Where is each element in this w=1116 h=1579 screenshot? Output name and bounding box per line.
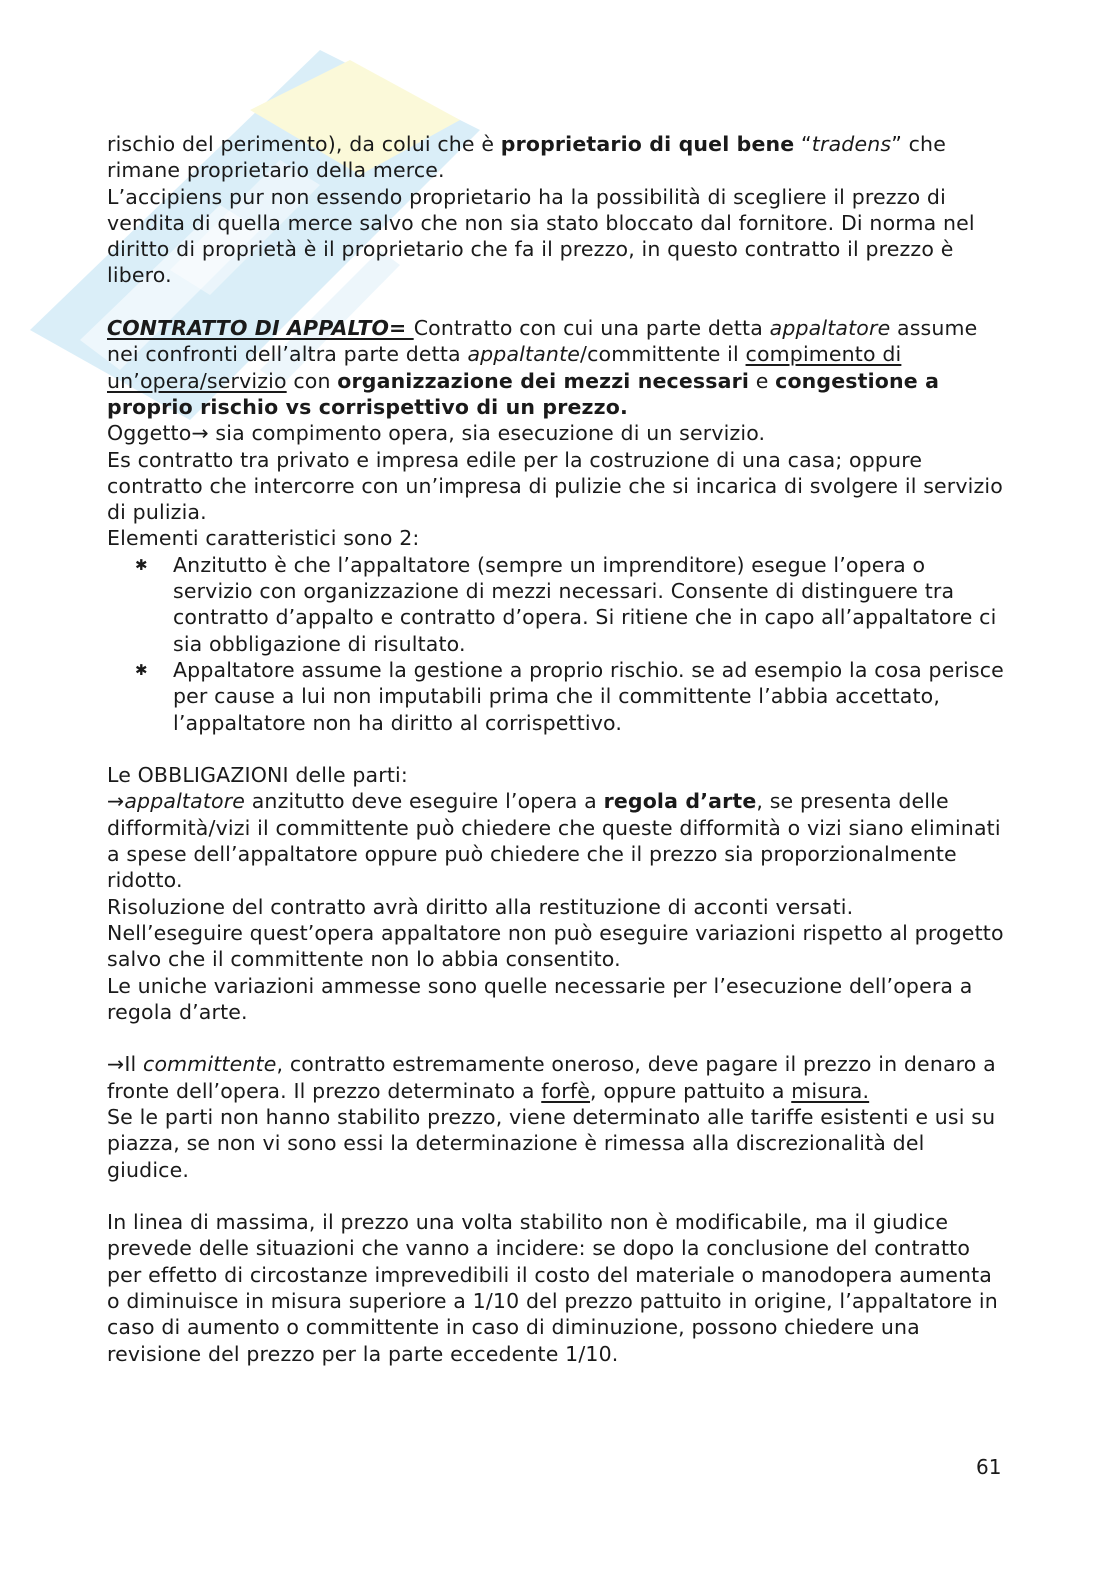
text: Contratto con cui una parte detta bbox=[413, 316, 770, 341]
italic-text: tradens bbox=[811, 132, 892, 156]
spacer bbox=[107, 1183, 1007, 1209]
italic-text: appaltatore bbox=[124, 789, 246, 814]
spacer bbox=[107, 1025, 1007, 1051]
text: anzitutto deve eseguire l’opera a bbox=[245, 789, 604, 814]
bold-text: congestione a proprio rischio vs corrispettivo di un prezzo. bbox=[107, 368, 940, 419]
underlined-text: forfè bbox=[541, 1078, 591, 1103]
text: Il bbox=[124, 1052, 144, 1077]
paragraph-prezzo-non-stabilito: Se le parti non hanno stabilito prezzo, viene determinato alle tariffe esistenti e usi su piazza, se non vi sono essi la determinazione è rimessa alla discrezionalità del giudice. bbox=[107, 1104, 996, 1182]
text: , oppure pattuito a bbox=[590, 1078, 792, 1103]
list-item bbox=[135, 657, 1007, 736]
text: e bbox=[749, 368, 776, 393]
section-title: CONTRATTO DI APPALTO= bbox=[107, 316, 414, 341]
paragraph-elementi: Elementi caratteristici sono 2: bbox=[107, 526, 420, 551]
paragraph-obbligazioni-heading: Le OBBLIGAZIONI delle parti: bbox=[107, 763, 408, 788]
list-item-text: Anzitutto è che l’appaltatore (sempre un imprenditore) esegue l’opera o servizio con organizzazione di mezzi necessari. Consente di distinguere tra contratto d’appalto e contratto d’opera. Si ritiene che in capo all’appaltatore ci sia obbligazione di risultato. bbox=[173, 552, 997, 656]
list-item bbox=[135, 552, 1007, 657]
bold-text: proprietario di quel bene bbox=[500, 132, 795, 156]
paragraph-appaltatore bbox=[107, 788, 1007, 893]
text: con bbox=[286, 368, 338, 393]
text: rischio del perimento), da colui che è bbox=[107, 132, 501, 156]
paragraph-esempio: Es contratto tra privato e impresa edile per la costruzione di una casa; oppure contratto che intercorre con un’impresa di pulizie che si incarica di svolgere il servizio di pulizia. bbox=[107, 447, 1003, 525]
paragraph-variazioni-ammesse: Le uniche variazioni ammesse sono quelle necessarie per l’esecuzione dell’opera a regola d’arte. bbox=[107, 973, 973, 1024]
bullet-list bbox=[107, 552, 1007, 736]
paragraph-1 bbox=[107, 131, 1007, 184]
italic-text: committente bbox=[143, 1052, 277, 1077]
paragraph-revisione-prezzo: In linea di massima, il prezzo una volta stabilito non è modificabile, ma il giudice prevede delle situazioni che vanno a incidere: se dopo la conclusione del contratto per effetto di circostanze imprevedibili il costo del materiale o manodopera aumenta o diminuisce in misura superiore a 1/10 del prezzo pattuito in origine, l’appaltatore in caso di aumento o committente in caso di diminuzione, possono chiedere una revisione del prezzo per la parte eccedente 1/10. bbox=[107, 1210, 998, 1366]
underlined-text: misura. bbox=[791, 1078, 870, 1103]
page-number: 61 bbox=[976, 1455, 1002, 1479]
italic-text: appaltatore bbox=[769, 316, 891, 341]
paragraph-2: L’accipiens pur non essendo proprietario ha la possibilità di scegliere il prezzo di vendita di quella merce salvo che non sia stato bloccato dal fornitore. Di norma nel diritto di proprietà è il proprietario che fa il prezzo, in questo contratto il prezzo è libero. bbox=[107, 184, 975, 288]
spacer bbox=[107, 736, 1007, 762]
list-item-text: Appaltatore assume la gestione a proprio rischio. se ad esempio la cosa perisce per cause a lui non imputabili prima che il committente l’abbia accettato, l’appaltatore non ha diritto al corrispettivo. bbox=[173, 657, 1004, 735]
underlined-text: compimento di un’opera/servizio bbox=[107, 342, 902, 393]
spacer bbox=[107, 289, 1007, 315]
bold-text: regola d’arte bbox=[603, 789, 757, 814]
bold-text: organizzazione dei mezzi necessari bbox=[337, 368, 750, 393]
italic-text: appaltante bbox=[467, 342, 581, 367]
text: , se presenta delle difformità/vizi il committente può chiedere che queste difformità o vizi siano eliminati a spese dell’appaltatore oppure può chiedere che il prezzo sia proporzionalmente ridotto. bbox=[107, 789, 1001, 893]
arrow-right-icon: → bbox=[107, 1052, 125, 1077]
text: “ bbox=[794, 132, 812, 156]
paragraph-variazioni: Nell’eseguire quest’opera appaltatore non può eseguire variazioni rispetto al progetto salvo che il committente non lo abbia consentito. bbox=[107, 920, 1004, 972]
paragraph-contratto-appalto bbox=[107, 315, 1007, 420]
text: ” che rimane proprietario della merce. bbox=[107, 132, 946, 183]
text: /committente il bbox=[580, 342, 746, 367]
arrow-right-icon: → bbox=[107, 789, 125, 814]
paragraph-oggetto: Oggetto→ sia compimento opera, sia esecuzione di un servizio. bbox=[107, 421, 766, 446]
asterisk-bullet-icon: ✱ bbox=[135, 555, 148, 574]
text: , contratto estremamente oneroso, deve pagare il prezzo in denaro a fronte dell’opera. Il prezzo determinato a bbox=[107, 1052, 996, 1103]
text: assume nei confronti dell’altra parte detta bbox=[107, 316, 978, 367]
paragraph-committente bbox=[107, 1051, 1007, 1104]
page-body bbox=[107, 131, 1007, 1367]
paragraph-risoluzione: Risoluzione del contratto avrà diritto alla restituzione di acconti versati. bbox=[107, 894, 854, 919]
asterisk-bullet-icon: ✱ bbox=[135, 660, 148, 679]
